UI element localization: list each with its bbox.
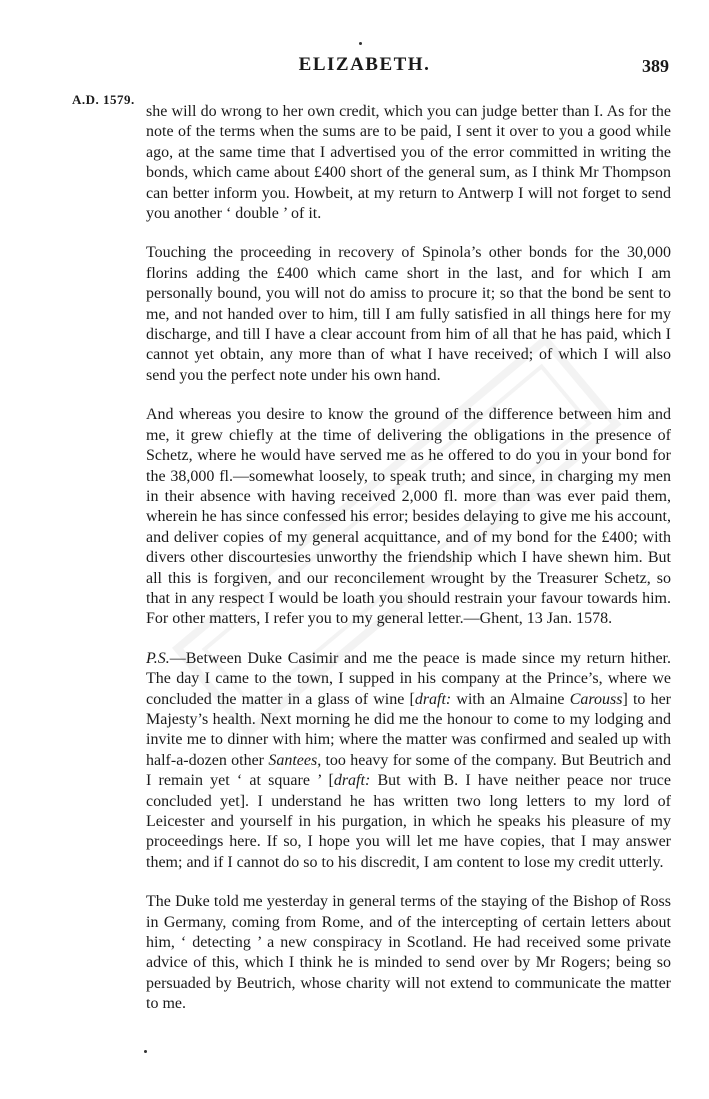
ps-label: P.S. xyxy=(146,649,170,667)
paragraph-1: she will do wrong to her own credit, which you can judge better than I. As for the note of the terms when the sums are to be paid, I sent it over to you a good while ago, at the same time that I advertised you of the error committed in writing the bonds, which came about £400 short of the general sum, as I think Mr Thompson can better inform you. Howbeit, at my return to Antwerp I will not forget to send you another ‘ double ’ of it. xyxy=(146,103,671,223)
margin-date: A.D. 1579. xyxy=(72,92,135,107)
santees-word: Santees xyxy=(268,751,318,769)
paragraph-3: And whereas you desire to know the ground of the difference between him and me, it grew chiefly at the time of delivering the obligations in the presence of Schetz, where he would have served me as he offered to do you in your bond for the 38,000 fl.—somewhat loosely, to speak truth; and since, in charging my men in their absence with having received 2,000 fl. more than was ever paid them, wherein he has since confessed his error; besides delaying to give me his account, and deliver copies of my general acquittance, and of my bond for the £400; with divers other discourtesies unworthy the friendship which I have shewn him. But all this is forgiven, and our reconcilement wrought by the Treasurer Schetz, so that in any respect I would be loath you should restrain your favour towards him. For other matters, I refer you to my general letter.—Ghent, 13 Jan. 1578. xyxy=(146,406,671,628)
paragraph-5: The Duke told me yesterday in general terms of the staying of the Bishop of Ross in Germany, coming from Rome, and of the intercepting of certain letters about him, ‘ detecting ’ a new conspiracy in Scotland. He had received some private advice of this, which I think he is minded to send over by Mr Rogers; being so persuaded by Beutrich, whose charity will not extend to communicate the matter to me. xyxy=(146,893,671,1013)
page-header xyxy=(0,0,709,107)
ps-text-5: But with B. I have neither peace nor truce concluded yet]. I understand he has written two long letters to my lord of Leicester and yourself in his purgation, in which he speaks his pleasure of my proceedings here. If so, I hope you will let me have copies, that I may answer them; and if I cannot do so to his discredit, I am content to lose my credit utterly. xyxy=(146,772,671,871)
document-body xyxy=(146,102,671,1034)
ps-text-2: with an Almaine xyxy=(451,690,570,708)
ps-text-1: —Between Duke Casimir and me the peace is made since my return hither. The day I came to the town, I supped in his company at the Prince’s, where we concluded the matter in a glass of wine [ xyxy=(146,649,671,708)
paragraph-2: Touching the proceeding in recovery of Spinola’s other bonds for the 30,000 florins adding the £400 which came short in the last, and for which I am personally bound, you will not do amiss to procure it; so that the bond be sent to me, and not handed over to him, till I am fully satisfied in all things here for my discharge, and till I have a clear account from him of all that he has paid, which I cannot yet obtain, any more than of what I have received; of which I will also send you the perfect note under his own hand. xyxy=(146,244,671,384)
draft-note-1: draft: xyxy=(414,690,452,708)
printer-dot xyxy=(359,42,362,45)
printer-dot-bottom xyxy=(144,1050,147,1053)
draft-note-2: draft: xyxy=(333,772,371,790)
ps-text-4: , too heavy for some of the company. But Beutrich and I remain yet ‘ at square ’ [ xyxy=(146,751,672,790)
page-number: 389 xyxy=(642,56,669,76)
ps-text-3: ] to her Majesty’s health. Next morning he did me the honour to come to my lodging and invite me to dinner with him; where the matter was confirmed and sealed up with half-a-dozen other xyxy=(146,690,672,769)
paragraph-postscript xyxy=(146,649,671,873)
running-title: ELIZABETH. xyxy=(298,54,431,75)
carouss-word: Carouss xyxy=(569,690,623,708)
